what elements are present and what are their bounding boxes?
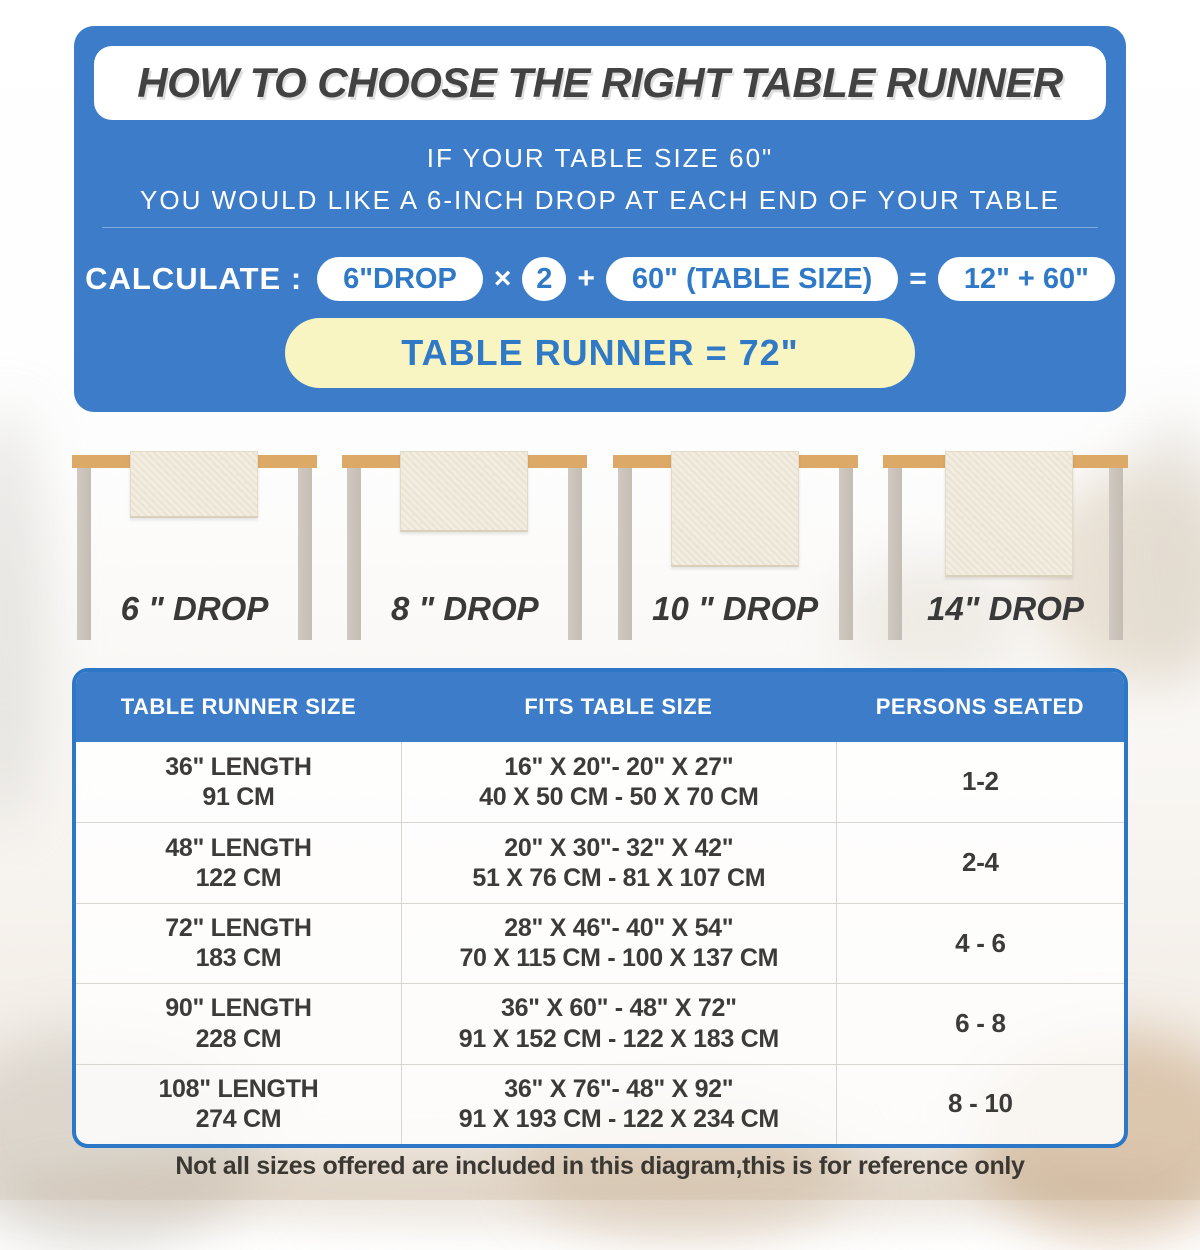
column-header-fits-table: FITS TABLE SIZE — [524, 694, 713, 719]
runner-length-inch: 108" LENGTH — [158, 1074, 319, 1103]
runner-size-cell — [76, 1065, 401, 1144]
table-row — [76, 903, 1124, 983]
result-pill — [285, 318, 915, 388]
drop-value-pill: 6"DROP — [317, 257, 483, 301]
runner-size-cell — [76, 984, 401, 1063]
calculation-row — [74, 255, 1126, 303]
drop-label: 10 " DROP — [652, 590, 819, 627]
fits-size-cm: 51 X 76 CM - 81 X 107 CM — [472, 864, 766, 893]
fits-table-cell — [401, 823, 836, 902]
table-row — [76, 983, 1124, 1063]
page-title: HOW TO CHOOSE THE RIGHT TABLE RUNNER — [137, 59, 1063, 106]
fits-table-cell — [401, 1065, 836, 1144]
fits-size-inch: 28" X 46"- 40" X 54" — [504, 913, 734, 942]
drop-label: 8 " DROP — [390, 590, 539, 627]
drop-label: 14" DROP — [927, 590, 1084, 627]
result-text: TABLE RUNNER = 72" — [401, 332, 799, 373]
fits-size-inch: 36" X 76"- 48" X 92" — [504, 1074, 734, 1103]
table-runner — [671, 451, 799, 567]
fits-table-cell — [401, 984, 836, 1063]
sum-pill: 12" + 60" — [938, 257, 1115, 301]
header-panel — [74, 26, 1126, 412]
table-runner — [945, 451, 1073, 577]
runner-length-cm: 183 CM — [195, 944, 282, 973]
fits-table-cell — [401, 904, 836, 983]
size-chart — [72, 668, 1128, 1148]
runner-length-cm: 122 CM — [195, 864, 282, 893]
table-row — [76, 742, 1124, 822]
fits-table-cell — [401, 742, 836, 822]
persons-seated-cell: 8 - 10 — [836, 1065, 1124, 1144]
runner-length-inch: 48" LENGTH — [165, 833, 312, 862]
persons-seated-cell: 2-4 — [836, 823, 1124, 902]
table-row — [76, 1064, 1124, 1144]
runner-size-cell — [76, 823, 401, 902]
runner-length-cm: 91 CM — [202, 783, 275, 812]
persons-seated-cell: 6 - 8 — [836, 984, 1124, 1063]
persons-seated-cell: 4 - 6 — [836, 904, 1124, 983]
persons-seated-cell: 1-2 — [836, 742, 1124, 822]
runner-length-inch: 90" LENGTH — [165, 994, 312, 1023]
background-blur-shape — [0, 410, 45, 830]
subtitle-line1: IF YOUR TABLE SIZE 60" — [426, 143, 774, 173]
table-diagram-8-inch — [342, 450, 587, 656]
drop-diagrams — [72, 450, 1128, 656]
title-box — [94, 46, 1106, 120]
table-runner — [400, 451, 528, 532]
table-runner — [130, 451, 258, 518]
table-diagram-6-inch — [72, 450, 317, 656]
multiplier-badge: 2 — [522, 257, 566, 301]
plus-sign: + — [577, 262, 595, 295]
equals-sign: = — [909, 262, 927, 295]
fits-size-cm: 91 X 193 CM - 122 X 234 CM — [458, 1105, 779, 1134]
runner-length-inch: 72" LENGTH — [165, 913, 312, 942]
fits-size-cm: 40 X 50 CM - 50 X 70 CM — [479, 783, 759, 812]
table-diagram-14-inch — [883, 450, 1128, 656]
table-row — [76, 822, 1124, 902]
fits-size-inch: 16" X 20"- 20" X 27" — [504, 752, 734, 781]
table-diagram-10-inch — [613, 450, 858, 656]
panel-divider — [102, 227, 1098, 228]
disclaimer-note: Not all sizes offered are included in this diagram,this is for reference only — [175, 1152, 1025, 1180]
fits-size-cm: 70 X 115 CM - 100 X 137 CM — [459, 944, 779, 973]
subtitle-line2: YOU WOULD LIKE A 6-INCH DROP AT EACH END OF YOUR TABLE — [140, 185, 1060, 215]
runner-size-cell — [76, 742, 401, 822]
fits-size-inch: 36" X 60" - 48" X 72" — [500, 994, 737, 1023]
fits-size-inch: 20" X 30"- 32" X 42" — [504, 833, 734, 862]
table-size-pill: 60" (TABLE SIZE) — [606, 257, 898, 301]
runner-length-inch: 36" LENGTH — [165, 752, 312, 781]
column-header-runner-size: TABLE RUNNER SIZE — [120, 694, 357, 719]
runner-length-cm: 274 CM — [195, 1105, 282, 1134]
runner-length-cm: 228 CM — [195, 1024, 282, 1053]
column-header-persons: PERSONS SEATED — [875, 694, 1085, 719]
size-chart-header — [76, 672, 1124, 742]
fits-size-cm: 91 X 152 CM - 122 X 183 CM — [458, 1024, 779, 1053]
calculate-label: CALCULATE : — [85, 261, 303, 296]
multiply-sign: × — [493, 262, 512, 295]
drop-label: 6 " DROP — [120, 590, 269, 627]
runner-size-cell — [76, 904, 401, 983]
